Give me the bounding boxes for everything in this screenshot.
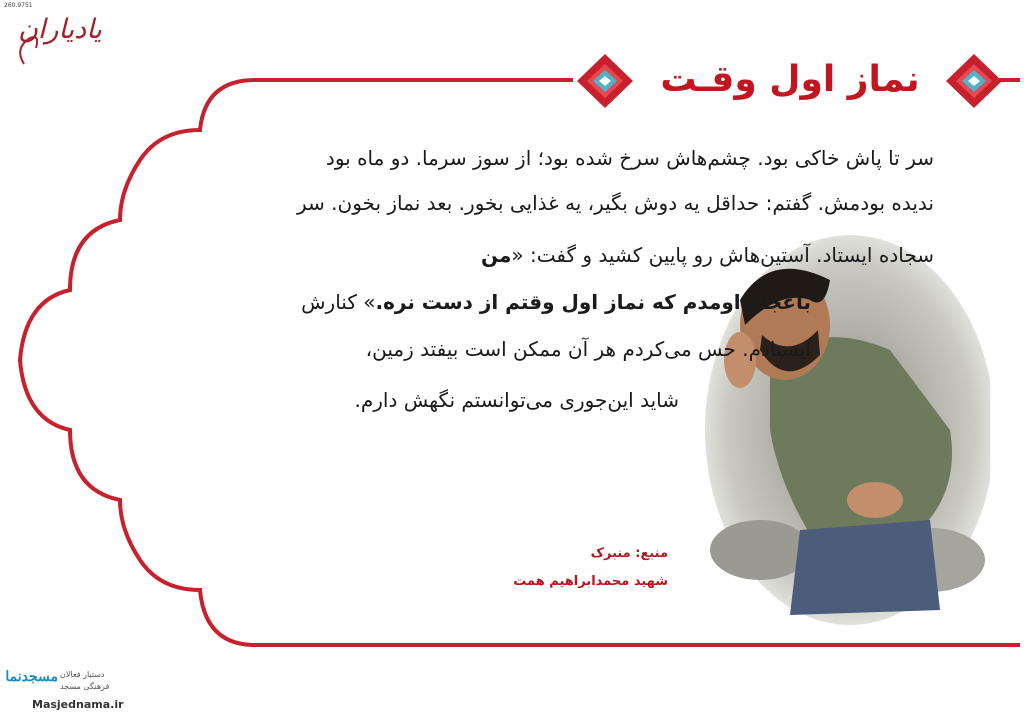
source-name: شهید محمدابراهیم همت [513,574,668,589]
page-title: نماز اول وقـت [660,59,920,100]
article-quote-bold: باعجله اومدم که نماز اول وقتم از دست نره. [375,290,811,314]
footer-tagline-1: دستیار فعالان [60,670,105,679]
diamond-ornament-icon [575,52,635,110]
footer-logo [5,654,124,714]
article-line-4-plain: » کنارش [301,290,376,314]
article-line-5: ایستادم. حس می‌کردم هر آن ممکن است بیفتد زمین، [365,337,811,361]
article-line-1: سر تا پاش خاکی بود. چشم‌هاش سرخ شده بود؛ از سوز سرما. دو ماه بود [325,146,934,170]
article-line-6: شاید این‌جوری می‌توانستم نگهش دارم. [354,388,679,412]
article-line-2: ندیده بودمش. گفتم: حداقل یه دوش بگیر، یه غذایی بخور. بعد نماز بخون. سر [297,191,934,215]
brand-logo-text: یادیاران [18,14,102,45]
article-line-3 [481,233,934,278]
footer-tagline-2: فرهنگی مسجد [60,682,110,691]
article-line-3-plain: سجاده ایستاد. آستین‌هاش رو پایین کشید و گفت: « [511,243,934,267]
source-label: منبع: منبرک [590,546,668,561]
image-code: 260.9751 [4,2,33,9]
diamond-ornament-icon [944,52,1004,110]
article-line-4 [301,280,811,325]
article-line-3-bold: من [480,243,512,267]
footer-logo-mark: مسجدنما [5,669,58,685]
footer-site: Masjednama.ir [32,698,124,711]
